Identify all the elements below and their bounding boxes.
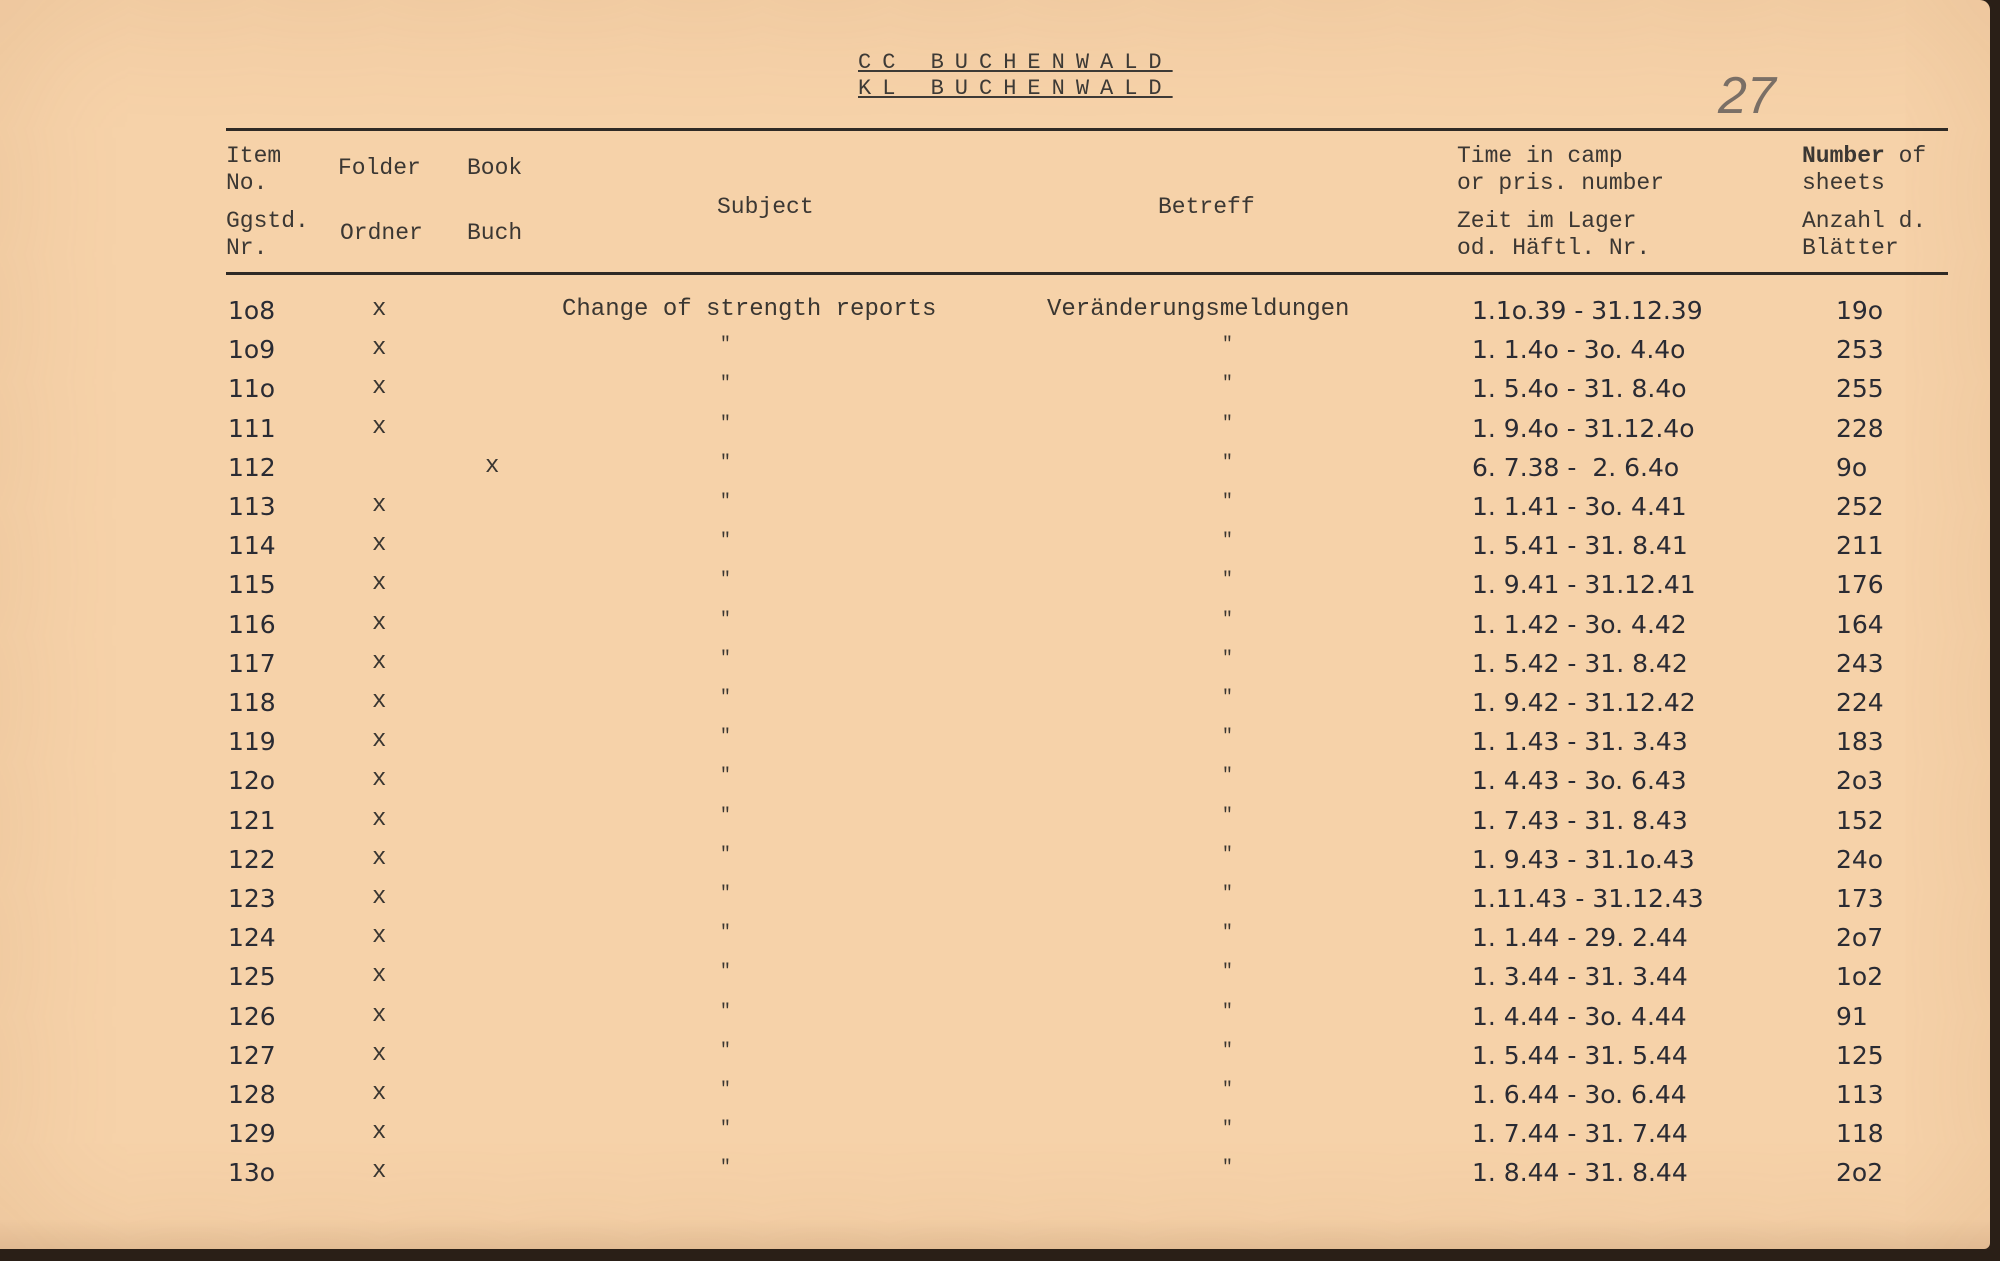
subject-text: " xyxy=(720,805,731,826)
sheet-count: 113 xyxy=(1836,1080,1884,1109)
betreff-text: " xyxy=(1222,1158,1233,1179)
folder-mark: x xyxy=(372,962,387,990)
betreff-text: " xyxy=(1222,688,1233,708)
col-item-en: Item No. xyxy=(226,143,282,196)
betreff-text: " xyxy=(1222,335,1233,356)
sheet-count: 255 xyxy=(1836,374,1884,404)
sheet-count: 176 xyxy=(1836,570,1884,600)
betreff-text: " xyxy=(1222,531,1233,552)
page-number: 27 xyxy=(1718,67,1776,125)
time-range: 1. 1.44 - 29. 2.44 xyxy=(1472,923,1688,953)
col-time-en: Time in camp or pris. number xyxy=(1457,143,1665,196)
item-number: 129 xyxy=(228,1119,276,1149)
time-range: 1. 5.4o - 31. 8.4o xyxy=(1472,374,1687,404)
folder-mark: x xyxy=(372,805,387,833)
time-range: 1. 9.43 - 31.1o.43 xyxy=(1472,844,1695,874)
folder-mark: x xyxy=(372,1080,387,1107)
col-folder-de: Ordner xyxy=(340,220,423,246)
folder-mark: x xyxy=(372,688,387,715)
item-number: 11o xyxy=(228,374,276,404)
time-range: 1. 9.41 - 31.12.41 xyxy=(1472,570,1696,600)
betreff-text: " xyxy=(1222,884,1233,904)
time-range: 1. 8.44 - 31. 8.44 xyxy=(1472,1158,1688,1188)
subject-text: " xyxy=(720,374,731,395)
item-number: 1o8 xyxy=(228,296,276,325)
subject-text: " xyxy=(720,962,731,983)
time-range: 6. 7.38 - 2. 6.4o xyxy=(1472,452,1680,482)
betreff-text: " xyxy=(1222,962,1233,983)
time-range: 1. 5.44 - 31. 5.44 xyxy=(1472,1040,1688,1070)
betreff-text: " xyxy=(1222,609,1233,630)
sheet-count: 24o xyxy=(1836,844,1884,874)
item-number: 121 xyxy=(228,805,276,835)
item-number: 111 xyxy=(228,413,276,443)
subject-text: " xyxy=(720,1040,731,1061)
folder-mark: x xyxy=(372,766,387,794)
subject-text: " xyxy=(720,766,731,787)
folder-mark: x xyxy=(372,648,387,676)
item-number: 128 xyxy=(228,1080,276,1109)
folder-mark: x xyxy=(372,727,387,755)
betreff-text: " xyxy=(1222,844,1233,865)
folder-mark: x xyxy=(372,570,387,598)
folder-mark: x xyxy=(372,1040,387,1068)
time-range: 1. 1.42 - 3o. 4.42 xyxy=(1472,609,1687,639)
folder-mark: x xyxy=(372,413,387,441)
time-range: 1.11.43 - 31.12.43 xyxy=(1472,884,1704,913)
time-range: 1. 5.42 - 31. 8.42 xyxy=(1472,648,1688,678)
folder-mark: x xyxy=(372,335,387,363)
col-subject: Subject xyxy=(717,194,814,220)
header-cc: CC BUCHENWALD xyxy=(858,50,1173,75)
betreff-text: " xyxy=(1222,648,1233,669)
sheet-count: 253 xyxy=(1836,335,1884,365)
item-number: 12o xyxy=(228,766,276,796)
col-book-de: Buch xyxy=(467,220,523,246)
subject-text: " xyxy=(720,413,731,434)
col-sheets-en-rest: of sheets xyxy=(1802,143,1927,196)
sheet-count: 224 xyxy=(1836,688,1884,717)
sheet-count: 1o2 xyxy=(1836,962,1884,992)
col-folder-en: Folder xyxy=(338,155,421,181)
sheet-count: 118 xyxy=(1836,1119,1884,1149)
col-book-en: Book xyxy=(467,155,523,181)
book-mark: x xyxy=(485,452,500,480)
subject-text: " xyxy=(720,531,731,552)
time-range: 1. 7.44 - 31. 7.44 xyxy=(1472,1119,1688,1149)
time-range: 1. 5.41 - 31. 8.41 xyxy=(1472,531,1688,561)
folder-mark: x xyxy=(372,1119,387,1147)
col-betreff: Betreff xyxy=(1158,194,1255,220)
folder-mark: x xyxy=(372,1158,387,1186)
folder-mark: x xyxy=(372,609,387,637)
item-number: 125 xyxy=(228,962,276,992)
folder-mark: x xyxy=(372,844,387,872)
time-range: 1. 7.43 - 31. 8.43 xyxy=(1472,805,1688,835)
item-number: 117 xyxy=(228,648,276,678)
sheet-count: 211 xyxy=(1836,531,1884,561)
folder-mark: x xyxy=(372,374,387,402)
sheet-count: 183 xyxy=(1836,727,1884,757)
betreff-text: " xyxy=(1222,1001,1233,1022)
time-range: 1.1o.39 - 31.12.39 xyxy=(1472,296,1703,325)
subject-text: " xyxy=(720,452,731,473)
folder-mark: x xyxy=(372,296,387,323)
top-rule xyxy=(226,128,1948,131)
sheet-count: 243 xyxy=(1836,648,1884,678)
item-number: 114 xyxy=(228,531,276,561)
sheet-count: 228 xyxy=(1836,413,1884,443)
time-range: 1. 6.44 - 3o. 6.44 xyxy=(1472,1080,1687,1109)
item-number: 127 xyxy=(228,1040,276,1070)
subject-text: " xyxy=(720,1158,731,1179)
time-range: 1. 1.41 - 3o. 4.41 xyxy=(1472,492,1687,521)
header-rule xyxy=(226,272,1948,275)
subject-text: " xyxy=(720,727,731,748)
item-number: 126 xyxy=(228,1001,276,1031)
time-range: 1. 9.42 - 31.12.42 xyxy=(1472,688,1696,717)
betreff-text: " xyxy=(1222,570,1233,591)
betreff-text: " xyxy=(1222,452,1233,473)
item-number: 113 xyxy=(228,492,276,521)
betreff-text: " xyxy=(1222,727,1233,748)
item-number: 124 xyxy=(228,923,276,953)
subject-text: " xyxy=(720,923,731,944)
betreff-text: " xyxy=(1222,492,1233,512)
betreff-text: " xyxy=(1222,766,1233,787)
subject-text: " xyxy=(720,1080,731,1100)
subject-text: " xyxy=(720,1001,731,1022)
sheet-count: 164 xyxy=(1836,609,1884,639)
col-time-de: Zeit im Lager od. Häftl. Nr. xyxy=(1457,208,1651,261)
time-range: 1. 9.4o - 31.12.4o xyxy=(1472,413,1695,443)
folder-mark: x xyxy=(372,923,387,951)
item-number: 1o9 xyxy=(228,335,276,365)
sheet-count: 9o xyxy=(1836,452,1868,482)
item-number: 118 xyxy=(228,688,276,717)
folder-mark: x xyxy=(372,884,387,911)
subject-text: " xyxy=(720,1119,731,1140)
time-range: 1. 1.4o - 3o. 4.4o xyxy=(1472,335,1686,365)
sheet-count: 152 xyxy=(1836,805,1884,835)
folder-mark: x xyxy=(372,1001,387,1029)
betreff-text: " xyxy=(1222,374,1233,395)
sheet-count: 125 xyxy=(1836,1040,1884,1070)
sheet-count: 173 xyxy=(1836,884,1884,913)
item-number: 112 xyxy=(228,452,276,482)
sheet-count: 2o3 xyxy=(1836,766,1884,796)
folder-mark: x xyxy=(372,492,387,519)
col-sheets-de: Anzahl d. Blätter xyxy=(1802,208,1927,261)
subject-text: " xyxy=(720,688,731,708)
time-range: 1. 4.44 - 3o. 4.44 xyxy=(1472,1001,1687,1031)
sheet-count: 252 xyxy=(1836,492,1884,521)
betreff-text: " xyxy=(1222,1119,1233,1140)
subject-text: " xyxy=(720,335,731,356)
betreff-text: " xyxy=(1222,1040,1233,1061)
col-sheets-en-bold: Number xyxy=(1802,143,1885,169)
sheet-count: 91 xyxy=(1836,1001,1868,1031)
folder-mark: x xyxy=(372,531,387,559)
col-sheets-en xyxy=(1802,143,1926,197)
betreff-text: " xyxy=(1222,923,1233,944)
subject-text: " xyxy=(720,884,731,904)
item-number: 116 xyxy=(228,609,276,639)
betreff-text: " xyxy=(1222,1080,1233,1100)
subject-text: Change of strength reports xyxy=(562,296,937,323)
header-kl: KL BUCHENWALD xyxy=(858,76,1173,101)
subject-text: " xyxy=(720,844,731,865)
time-range: 1. 3.44 - 31. 3.44 xyxy=(1472,962,1688,992)
item-number: 122 xyxy=(228,844,276,874)
subject-text: " xyxy=(720,609,731,630)
betreff-text: " xyxy=(1222,805,1233,826)
subject-text: " xyxy=(720,570,731,591)
item-number: 119 xyxy=(228,727,276,757)
item-number: 13o xyxy=(228,1158,276,1188)
item-number: 123 xyxy=(228,884,276,913)
betreff-text: " xyxy=(1222,413,1233,434)
sheet-count: 2o7 xyxy=(1836,923,1884,953)
subject-text: " xyxy=(720,492,731,512)
betreff-text: Veränderungsmeldungen xyxy=(1047,296,1350,323)
sheet-count: 2o2 xyxy=(1836,1158,1884,1188)
subject-text: " xyxy=(720,648,731,669)
col-item-de: Ggstd. Nr. xyxy=(226,208,309,261)
item-number: 115 xyxy=(228,570,276,600)
sheet-count: 19o xyxy=(1836,296,1884,325)
time-range: 1. 1.43 - 31. 3.43 xyxy=(1472,727,1688,757)
time-range: 1. 4.43 - 3o. 6.43 xyxy=(1472,766,1687,796)
